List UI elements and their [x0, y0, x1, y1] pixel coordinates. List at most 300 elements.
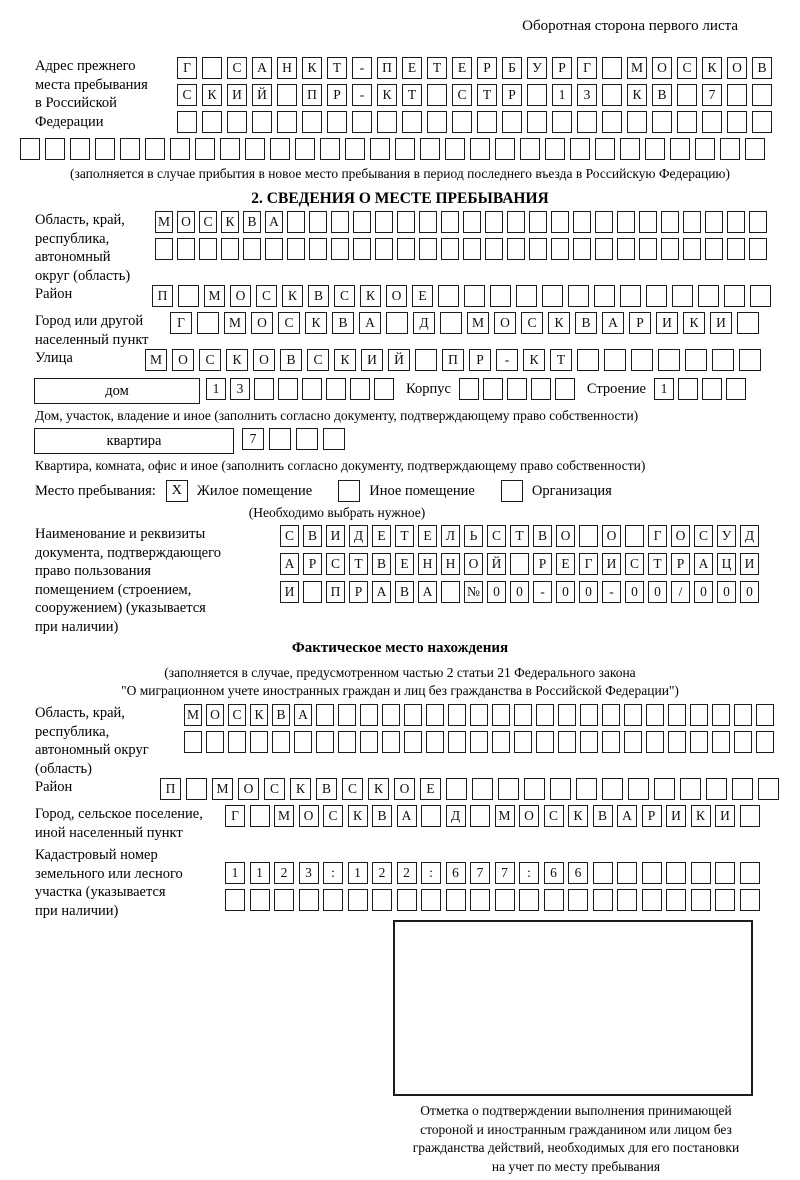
char-cell[interactable]: [527, 84, 547, 106]
char-cell[interactable]: В: [575, 312, 597, 334]
char-cell[interactable]: 0: [579, 581, 598, 603]
char-cell[interactable]: [472, 778, 493, 800]
char-cell[interactable]: [170, 138, 190, 160]
char-cell[interactable]: Г: [177, 57, 197, 79]
char-cell[interactable]: [690, 731, 708, 753]
char-cell[interactable]: [602, 778, 623, 800]
char-cell[interactable]: [427, 111, 447, 133]
char-cell[interactable]: О: [253, 349, 275, 371]
char-cell[interactable]: [551, 238, 569, 260]
char-cell[interactable]: [617, 211, 635, 233]
char-cell[interactable]: Т: [477, 84, 497, 106]
char-cell[interactable]: Й: [252, 84, 272, 106]
char-cell[interactable]: Л: [441, 525, 460, 547]
char-cell[interactable]: [691, 862, 711, 884]
char-cell[interactable]: [527, 111, 547, 133]
char-cell[interactable]: С: [677, 57, 697, 79]
char-cell[interactable]: [627, 111, 647, 133]
char-cell[interactable]: [441, 211, 459, 233]
char-cell[interactable]: Н: [277, 57, 297, 79]
char-cell[interactable]: [348, 889, 368, 911]
char-cell[interactable]: [492, 704, 510, 726]
char-cell[interactable]: П: [160, 778, 181, 800]
char-cell[interactable]: О: [177, 211, 195, 233]
char-cell[interactable]: 3: [577, 84, 597, 106]
char-cell[interactable]: [419, 238, 437, 260]
char-cell[interactable]: [448, 731, 466, 753]
char-cell[interactable]: [320, 138, 340, 160]
char-cell[interactable]: Й: [388, 349, 410, 371]
char-cell[interactable]: [573, 211, 591, 233]
char-cell[interactable]: А: [280, 553, 299, 575]
char-cell[interactable]: [331, 211, 349, 233]
char-cell[interactable]: [402, 111, 422, 133]
char-cell[interactable]: [197, 312, 219, 334]
char-cell[interactable]: [370, 138, 390, 160]
char-cell[interactable]: О: [556, 525, 575, 547]
char-cell[interactable]: 3: [230, 378, 250, 400]
char-cell[interactable]: [145, 138, 165, 160]
char-cell[interactable]: И: [656, 312, 678, 334]
char-cell[interactable]: О: [494, 312, 516, 334]
char-cell[interactable]: [20, 138, 40, 160]
char-cell[interactable]: [375, 238, 393, 260]
char-cell[interactable]: 1: [225, 862, 245, 884]
char-cell[interactable]: [639, 211, 657, 233]
char-cell[interactable]: К: [290, 778, 311, 800]
char-cell[interactable]: А: [694, 553, 713, 575]
char-cell[interactable]: [397, 211, 415, 233]
char-cell[interactable]: О: [206, 704, 224, 726]
char-cell[interactable]: [477, 111, 497, 133]
char-cell[interactable]: [677, 111, 697, 133]
char-cell[interactable]: В: [533, 525, 552, 547]
char-cell[interactable]: [326, 378, 346, 400]
char-cell[interactable]: [685, 349, 707, 371]
char-cell[interactable]: [727, 238, 745, 260]
char-cell[interactable]: [441, 238, 459, 260]
char-cell[interactable]: [265, 238, 283, 260]
char-cell[interactable]: 2: [274, 862, 294, 884]
char-cell[interactable]: [593, 889, 613, 911]
char-cell[interactable]: [427, 84, 447, 106]
char-cell[interactable]: Е: [420, 778, 441, 800]
char-cell[interactable]: [625, 525, 644, 547]
char-cell[interactable]: [352, 111, 372, 133]
char-cell[interactable]: [446, 889, 466, 911]
char-cell[interactable]: [617, 889, 637, 911]
char-cell[interactable]: В: [316, 778, 337, 800]
char-cell[interactable]: [448, 704, 466, 726]
char-cell[interactable]: [470, 731, 488, 753]
char-cell[interactable]: [628, 778, 649, 800]
char-cell[interactable]: К: [250, 704, 268, 726]
char-cell[interactable]: [683, 238, 701, 260]
char-cell[interactable]: М: [627, 57, 647, 79]
char-cell[interactable]: [666, 862, 686, 884]
char-cell[interactable]: [338, 704, 356, 726]
char-cell[interactable]: [426, 704, 444, 726]
char-cell[interactable]: [646, 731, 664, 753]
char-cell[interactable]: Р: [303, 553, 322, 575]
char-cell[interactable]: 0: [740, 581, 759, 603]
char-cell[interactable]: Г: [577, 57, 597, 79]
char-cell[interactable]: [507, 211, 525, 233]
char-cell[interactable]: [620, 138, 640, 160]
char-cell[interactable]: [678, 378, 698, 400]
char-cell[interactable]: -: [533, 581, 552, 603]
char-cell[interactable]: [624, 731, 642, 753]
char-cell[interactable]: 7: [702, 84, 722, 106]
char-cell[interactable]: [178, 285, 199, 307]
char-cell[interactable]: [595, 138, 615, 160]
char-cell[interactable]: [720, 138, 740, 160]
char-cell[interactable]: [296, 428, 318, 450]
char-cell[interactable]: О: [519, 805, 539, 827]
char-cell[interactable]: С: [625, 553, 644, 575]
char-cell[interactable]: В: [332, 312, 354, 334]
char-cell[interactable]: [177, 111, 197, 133]
char-cell[interactable]: П: [302, 84, 322, 106]
char-cell[interactable]: [245, 138, 265, 160]
char-cell[interactable]: [698, 285, 719, 307]
char-cell[interactable]: 0: [625, 581, 644, 603]
char-cell[interactable]: [327, 111, 347, 133]
char-cell[interactable]: [661, 238, 679, 260]
char-cell[interactable]: [338, 731, 356, 753]
char-cell[interactable]: М: [145, 349, 167, 371]
char-cell[interactable]: Н: [441, 553, 460, 575]
char-cell[interactable]: К: [377, 84, 397, 106]
char-cell[interactable]: [272, 731, 290, 753]
char-cell[interactable]: Д: [413, 312, 435, 334]
char-cell[interactable]: 0: [648, 581, 667, 603]
char-cell[interactable]: С: [227, 57, 247, 79]
char-cell[interactable]: [602, 704, 620, 726]
char-cell[interactable]: Е: [452, 57, 472, 79]
char-cell[interactable]: Ь: [464, 525, 483, 547]
char-cell[interactable]: [668, 704, 686, 726]
char-cell[interactable]: [295, 138, 315, 160]
char-cell[interactable]: [470, 138, 490, 160]
char-cell[interactable]: Е: [372, 525, 391, 547]
char-cell[interactable]: П: [377, 57, 397, 79]
char-cell[interactable]: А: [252, 57, 272, 79]
char-cell[interactable]: [645, 138, 665, 160]
char-cell[interactable]: [602, 731, 620, 753]
char-cell[interactable]: М: [155, 211, 173, 233]
char-cell[interactable]: 1: [206, 378, 226, 400]
char-cell[interactable]: У: [717, 525, 736, 547]
char-cell[interactable]: [495, 889, 515, 911]
char-cell[interactable]: С: [334, 285, 355, 307]
char-cell[interactable]: [420, 138, 440, 160]
char-cell[interactable]: №: [464, 581, 483, 603]
char-cell[interactable]: 2: [397, 862, 417, 884]
char-cell[interactable]: [278, 378, 298, 400]
char-cell[interactable]: [531, 378, 551, 400]
char-cell[interactable]: [199, 238, 217, 260]
char-cell[interactable]: Е: [412, 285, 433, 307]
char-cell[interactable]: Р: [642, 805, 662, 827]
char-cell[interactable]: [419, 211, 437, 233]
char-cell[interactable]: [672, 285, 693, 307]
char-cell[interactable]: [386, 312, 408, 334]
char-cell[interactable]: [520, 138, 540, 160]
char-cell[interactable]: 3: [299, 862, 319, 884]
char-cell[interactable]: [752, 84, 772, 106]
char-cell[interactable]: 6: [446, 862, 466, 884]
char-cell[interactable]: [551, 211, 569, 233]
char-cell[interactable]: -: [496, 349, 518, 371]
char-cell[interactable]: Т: [510, 525, 529, 547]
char-cell[interactable]: С: [177, 84, 197, 106]
char-cell[interactable]: [323, 889, 343, 911]
char-cell[interactable]: О: [394, 778, 415, 800]
char-cell[interactable]: П: [152, 285, 173, 307]
char-cell[interactable]: [277, 84, 297, 106]
char-cell[interactable]: Д: [740, 525, 759, 547]
char-cell[interactable]: [445, 138, 465, 160]
char-cell[interactable]: [360, 704, 378, 726]
char-cell[interactable]: У: [527, 57, 547, 79]
char-cell[interactable]: [536, 731, 554, 753]
char-cell[interactable]: [529, 238, 547, 260]
char-cell[interactable]: [395, 138, 415, 160]
char-cell[interactable]: В: [752, 57, 772, 79]
char-cell[interactable]: [360, 731, 378, 753]
char-cell[interactable]: [677, 84, 697, 106]
char-cell[interactable]: [524, 778, 545, 800]
char-cell[interactable]: [274, 889, 294, 911]
char-cell[interactable]: [277, 111, 297, 133]
char-cell[interactable]: Д: [349, 525, 368, 547]
char-cell[interactable]: [727, 84, 747, 106]
char-cell[interactable]: [202, 57, 222, 79]
char-cell[interactable]: Т: [395, 525, 414, 547]
char-cell[interactable]: [397, 889, 417, 911]
char-cell[interactable]: [715, 862, 735, 884]
char-cell[interactable]: [558, 731, 576, 753]
char-cell[interactable]: [243, 238, 261, 260]
char-cell[interactable]: [691, 889, 711, 911]
char-cell[interactable]: [545, 138, 565, 160]
char-cell[interactable]: [602, 84, 622, 106]
char-cell[interactable]: О: [386, 285, 407, 307]
char-cell[interactable]: [646, 285, 667, 307]
char-cell[interactable]: [642, 862, 662, 884]
char-cell[interactable]: Т: [402, 84, 422, 106]
char-cell[interactable]: 7: [495, 862, 515, 884]
char-cell[interactable]: [670, 138, 690, 160]
char-cell[interactable]: [734, 704, 752, 726]
char-cell[interactable]: [287, 211, 305, 233]
char-cell[interactable]: С: [280, 525, 299, 547]
char-cell[interactable]: К: [683, 312, 705, 334]
char-cell[interactable]: [374, 378, 394, 400]
char-cell[interactable]: [252, 111, 272, 133]
char-cell[interactable]: [507, 238, 525, 260]
char-cell[interactable]: [375, 211, 393, 233]
char-cell[interactable]: [331, 238, 349, 260]
char-cell[interactable]: М: [274, 805, 294, 827]
char-cell[interactable]: [642, 889, 662, 911]
char-cell[interactable]: [438, 285, 459, 307]
char-cell[interactable]: [514, 704, 532, 726]
char-cell[interactable]: В: [395, 581, 414, 603]
char-cell[interactable]: К: [334, 349, 356, 371]
char-cell[interactable]: [177, 238, 195, 260]
char-cell[interactable]: [316, 731, 334, 753]
char-cell[interactable]: [514, 731, 532, 753]
char-cell[interactable]: В: [308, 285, 329, 307]
char-cell[interactable]: [580, 731, 598, 753]
char-cell[interactable]: М: [224, 312, 246, 334]
char-cell[interactable]: М: [467, 312, 489, 334]
char-cell[interactable]: 1: [250, 862, 270, 884]
char-cell[interactable]: Р: [533, 553, 552, 575]
char-cell[interactable]: И: [227, 84, 247, 106]
char-cell[interactable]: [702, 378, 722, 400]
char-cell[interactable]: [594, 285, 615, 307]
char-cell[interactable]: 0: [694, 581, 713, 603]
char-cell[interactable]: [715, 889, 735, 911]
char-cell[interactable]: [228, 731, 246, 753]
char-cell[interactable]: [683, 211, 701, 233]
char-cell[interactable]: С: [521, 312, 543, 334]
char-cell[interactable]: [95, 138, 115, 160]
char-cell[interactable]: М: [184, 704, 202, 726]
char-cell[interactable]: [510, 553, 529, 575]
char-cell[interactable]: К: [305, 312, 327, 334]
char-cell[interactable]: [555, 378, 575, 400]
char-cell[interactable]: 7: [470, 862, 490, 884]
char-cell[interactable]: [225, 889, 245, 911]
char-cell[interactable]: [724, 285, 745, 307]
char-cell[interactable]: [421, 889, 441, 911]
char-cell[interactable]: [440, 312, 462, 334]
char-cell[interactable]: 2: [372, 862, 392, 884]
checkbox-inoe[interactable]: [338, 480, 360, 502]
char-cell[interactable]: -: [352, 57, 372, 79]
char-cell[interactable]: [299, 889, 319, 911]
char-cell[interactable]: [250, 731, 268, 753]
char-cell[interactable]: [202, 111, 222, 133]
char-cell[interactable]: [529, 211, 547, 233]
char-cell[interactable]: [652, 111, 672, 133]
char-cell[interactable]: :: [519, 862, 539, 884]
char-cell[interactable]: И: [666, 805, 686, 827]
char-cell[interactable]: [302, 111, 322, 133]
char-cell[interactable]: [690, 704, 708, 726]
char-cell[interactable]: О: [464, 553, 483, 575]
char-cell[interactable]: [740, 862, 760, 884]
char-cell[interactable]: С: [228, 704, 246, 726]
char-cell[interactable]: [758, 778, 779, 800]
char-cell[interactable]: Г: [579, 553, 598, 575]
char-cell[interactable]: [734, 731, 752, 753]
checkbox-zhiloe[interactable]: X: [166, 480, 188, 502]
char-cell[interactable]: [624, 704, 642, 726]
char-cell[interactable]: Т: [327, 57, 347, 79]
char-cell[interactable]: А: [617, 805, 637, 827]
char-cell[interactable]: О: [727, 57, 747, 79]
char-cell[interactable]: К: [691, 805, 711, 827]
char-cell[interactable]: [654, 778, 675, 800]
char-cell[interactable]: К: [523, 349, 545, 371]
char-cell[interactable]: И: [326, 525, 345, 547]
char-cell[interactable]: А: [359, 312, 381, 334]
char-cell[interactable]: /: [671, 581, 690, 603]
char-cell[interactable]: [570, 138, 590, 160]
char-cell[interactable]: К: [226, 349, 248, 371]
char-cell[interactable]: С: [199, 349, 221, 371]
char-cell[interactable]: А: [294, 704, 312, 726]
char-cell[interactable]: [254, 378, 274, 400]
char-cell[interactable]: -: [352, 84, 372, 106]
char-cell[interactable]: Р: [671, 553, 690, 575]
char-cell[interactable]: [316, 704, 334, 726]
char-cell[interactable]: 7: [242, 428, 264, 450]
char-cell[interactable]: А: [397, 805, 417, 827]
char-cell[interactable]: К: [282, 285, 303, 307]
char-cell[interactable]: О: [172, 349, 194, 371]
char-cell[interactable]: [552, 111, 572, 133]
char-cell[interactable]: О: [251, 312, 273, 334]
char-cell[interactable]: К: [221, 211, 239, 233]
char-cell[interactable]: [446, 778, 467, 800]
char-cell[interactable]: В: [372, 805, 392, 827]
char-cell[interactable]: [740, 889, 760, 911]
char-cell[interactable]: [382, 731, 400, 753]
char-cell[interactable]: [573, 238, 591, 260]
char-cell[interactable]: [303, 581, 322, 603]
char-cell[interactable]: [727, 211, 745, 233]
char-cell[interactable]: [302, 378, 322, 400]
char-cell[interactable]: [577, 349, 599, 371]
char-cell[interactable]: [464, 285, 485, 307]
char-cell[interactable]: Е: [418, 525, 437, 547]
char-cell[interactable]: [595, 211, 613, 233]
char-cell[interactable]: Д: [446, 805, 466, 827]
char-cell[interactable]: [404, 704, 422, 726]
char-cell[interactable]: О: [602, 525, 621, 547]
char-cell[interactable]: А: [265, 211, 283, 233]
char-cell[interactable]: [353, 238, 371, 260]
char-cell[interactable]: [668, 731, 686, 753]
char-cell[interactable]: [646, 704, 664, 726]
char-cell[interactable]: [404, 731, 422, 753]
char-cell[interactable]: О: [299, 805, 319, 827]
char-cell[interactable]: С: [544, 805, 564, 827]
char-cell[interactable]: [206, 731, 224, 753]
char-cell[interactable]: [186, 778, 207, 800]
char-cell[interactable]: 0: [487, 581, 506, 603]
char-cell[interactable]: К: [368, 778, 389, 800]
char-cell[interactable]: А: [372, 581, 391, 603]
char-cell[interactable]: [70, 138, 90, 160]
char-cell[interactable]: [749, 238, 767, 260]
char-cell[interactable]: Р: [629, 312, 651, 334]
char-cell[interactable]: К: [202, 84, 222, 106]
char-cell[interactable]: К: [548, 312, 570, 334]
char-cell[interactable]: [353, 211, 371, 233]
char-cell[interactable]: [227, 111, 247, 133]
char-cell[interactable]: [470, 805, 490, 827]
char-cell[interactable]: [595, 238, 613, 260]
char-cell[interactable]: П: [326, 581, 345, 603]
char-cell[interactable]: С: [199, 211, 217, 233]
